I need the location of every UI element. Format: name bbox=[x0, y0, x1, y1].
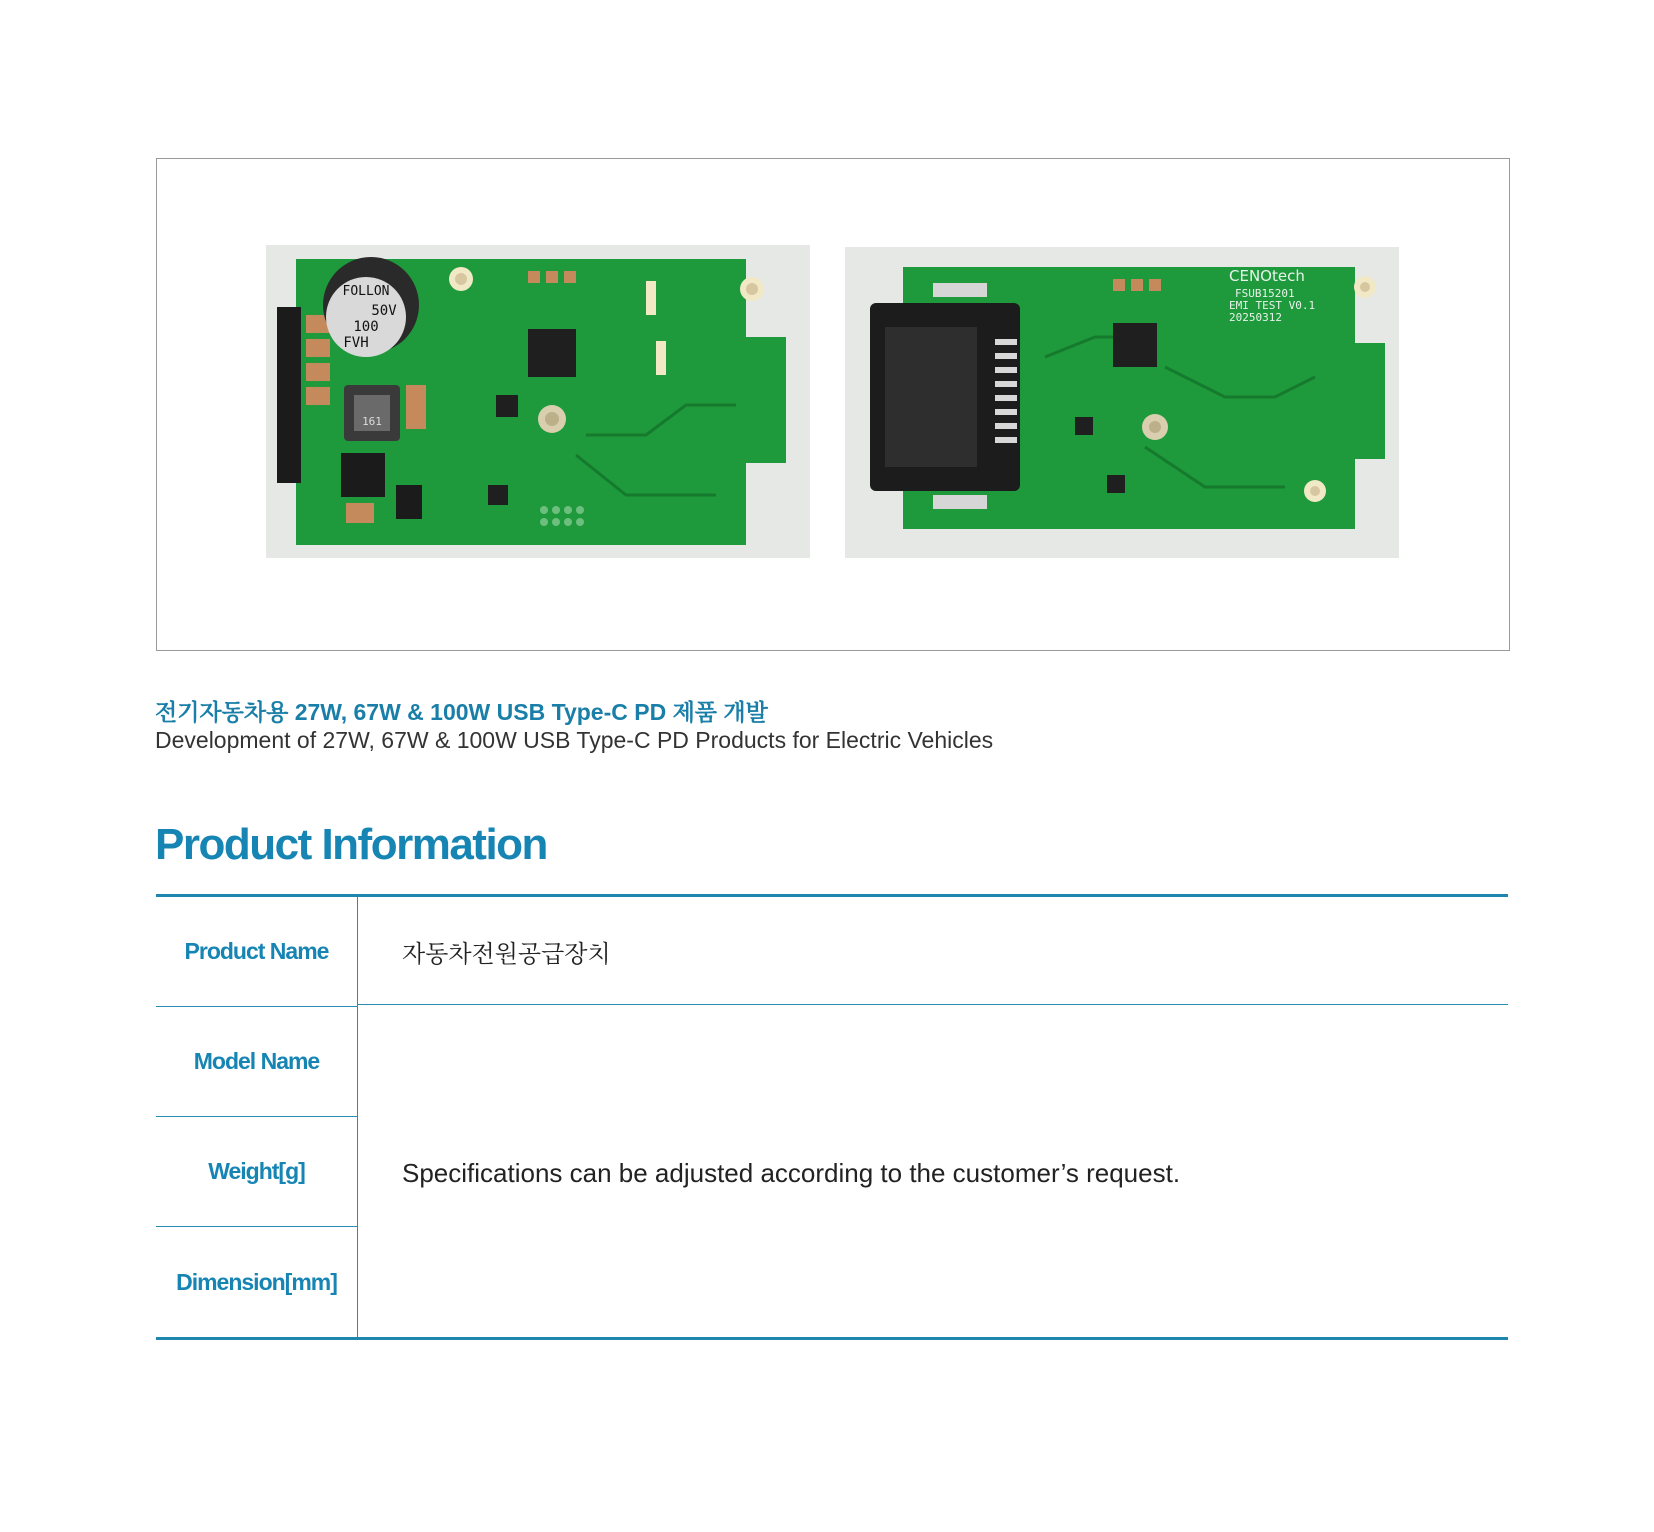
dimension-label: Dimension[mm] bbox=[176, 1268, 337, 1295]
specifications-note: Specifications can be adjusted according to the customer’s request. bbox=[402, 1158, 1181, 1188]
svg-text:FVH: FVH bbox=[343, 335, 369, 351]
product-name-label: Product Name bbox=[156, 897, 357, 1007]
label-column bbox=[156, 897, 357, 1337]
product-photo-frame bbox=[156, 158, 1510, 651]
product-name-value: 자동차전원공급장치 bbox=[402, 941, 611, 968]
svg-text:50V: 50V bbox=[371, 303, 397, 319]
pcb-board-front-photo bbox=[266, 245, 810, 558]
model-name-label: Model Name bbox=[156, 1007, 357, 1117]
column-divider bbox=[357, 897, 358, 1337]
weight-label: Weight[g] bbox=[156, 1117, 357, 1227]
svg-text:CENOtech: CENOtech bbox=[1229, 267, 1305, 285]
pcb-board-back-photo bbox=[845, 247, 1399, 558]
section-title: Product Information bbox=[155, 820, 547, 869]
table-bottom-rule bbox=[156, 1337, 1508, 1340]
svg-text:20250312: 20250312 bbox=[1229, 311, 1282, 324]
caption-korean: 전기자동차용 27W, 67W & 100W USB Type-C PD 제품 개발 bbox=[155, 699, 768, 725]
row-divider bbox=[357, 1004, 1508, 1005]
table-top-rule bbox=[156, 894, 1508, 897]
svg-text:100: 100 bbox=[353, 319, 379, 335]
svg-text:FOLLON: FOLLON bbox=[342, 284, 390, 299]
svg-text:161: 161 bbox=[362, 415, 382, 428]
svg-text:EMI TEST V0.1: EMI TEST V0.1 bbox=[1229, 299, 1316, 312]
caption-english: Development of 27W, 67W & 100W USB Type-C PD Products for Electric Vehicles bbox=[155, 727, 994, 753]
svg-text:FSUB15201: FSUB15201 bbox=[1235, 287, 1295, 300]
